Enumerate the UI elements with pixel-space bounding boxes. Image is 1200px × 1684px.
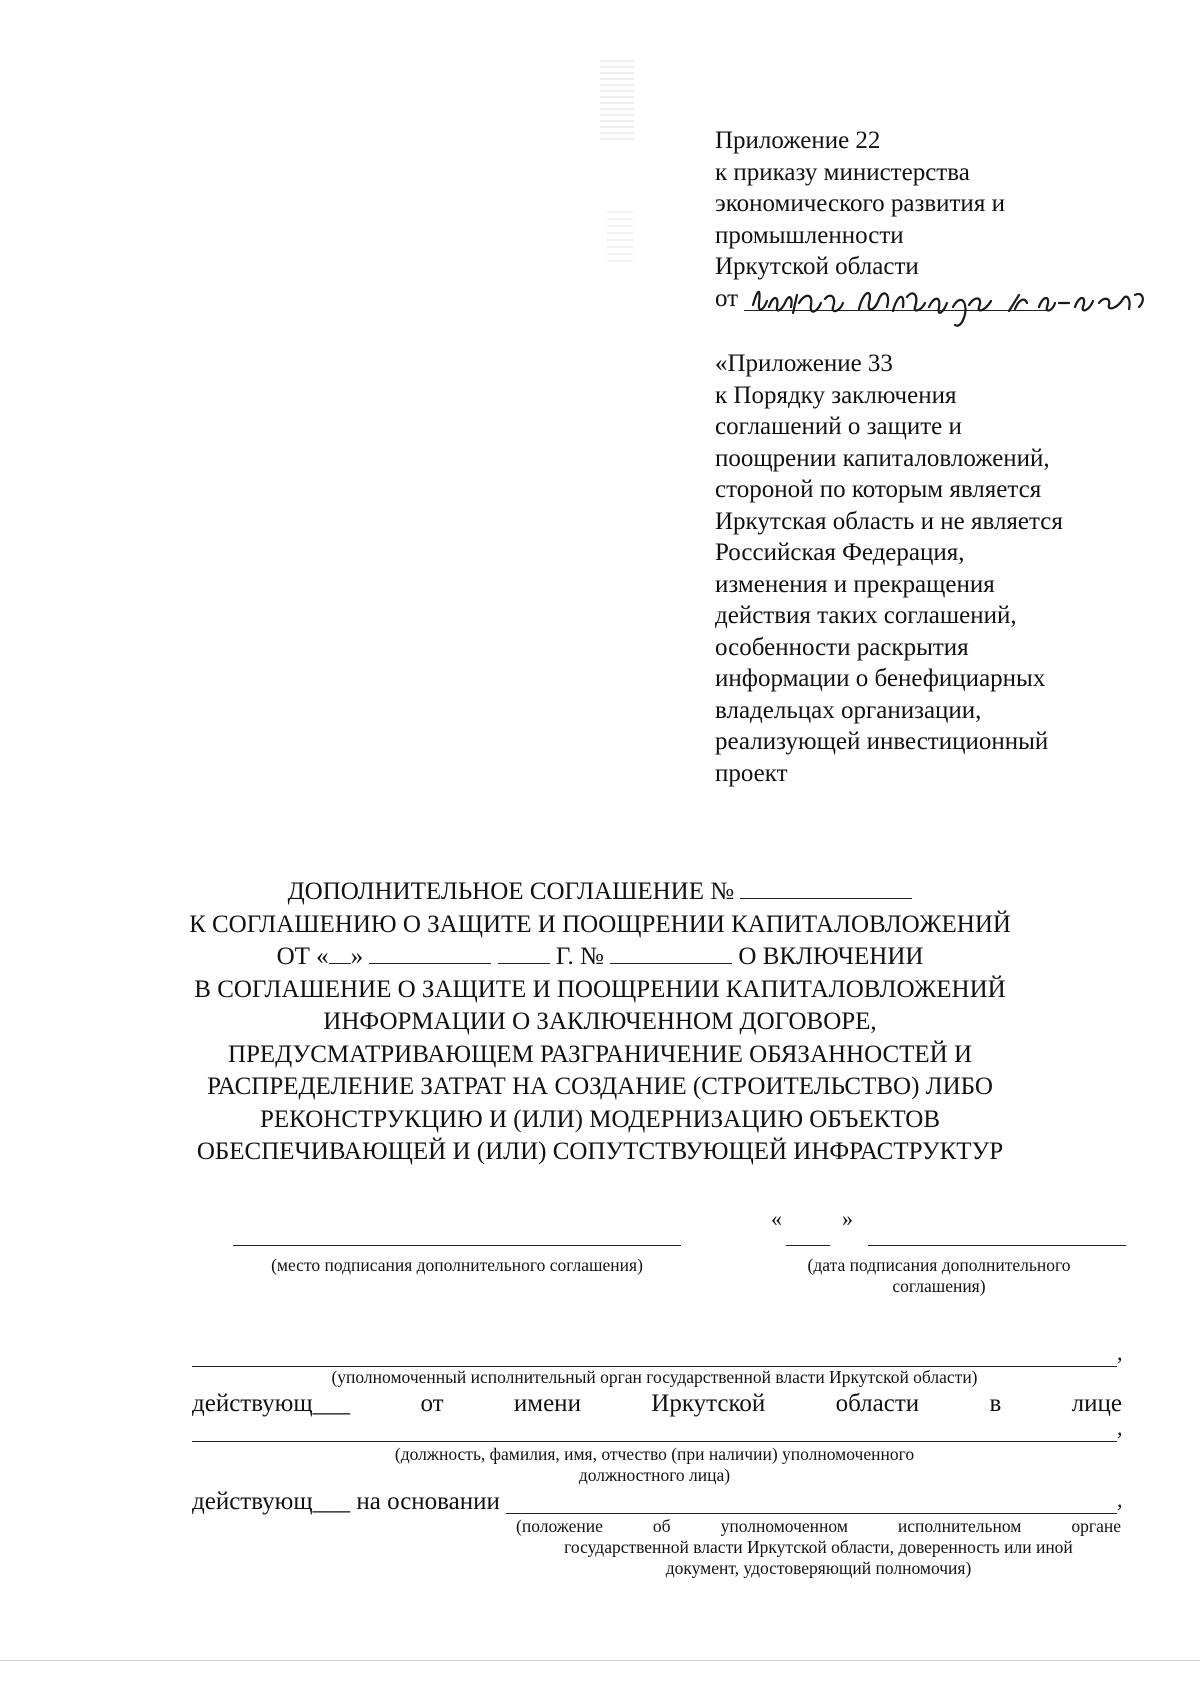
appendix-33-line: владельцах организации, <box>715 696 982 724</box>
appendix-33-line: действия таких соглашений, <box>715 602 1017 629</box>
comma: , <box>1117 1415 1123 1440</box>
appendix-22-header <box>715 125 1005 314</box>
acting-on-behalf-line <box>192 1390 1122 1418</box>
date-month-year-line <box>868 1245 1126 1246</box>
month-blank <box>369 943 491 964</box>
acting-word: в <box>989 1390 1002 1417</box>
basis-caption-word: об <box>652 1516 671 1536</box>
title-line-6: ПРЕДУСМАТРИВАЮЩЕМ РАЗГРАНИЧЕНИЕ ОБЯЗАННОСТЕЙ И <box>227 1040 973 1068</box>
acting-word: от <box>420 1390 444 1417</box>
acting-word: области <box>835 1390 920 1417</box>
acting-word: имени <box>513 1390 581 1417</box>
title-line-7: РАСПРЕДЕЛЕНИЕ ЗАТРАТ НА СОЗДАНИЕ (СТРОИТЕЛЬСТВО) ЛИБО <box>207 1073 993 1100</box>
title-text: ОТ « <box>276 943 329 970</box>
title-line-3 <box>150 941 1050 974</box>
official-caption <box>192 1444 1117 1486</box>
appendix-22-line: Иркутской области <box>715 253 919 280</box>
acting-word: лице <box>1071 1390 1122 1417</box>
appendix-33-line: к Порядку заключения <box>715 381 957 409</box>
basis-caption <box>516 1516 1121 1579</box>
basis-caption-word: органе <box>1071 1516 1121 1536</box>
basis-caption-word: (положение <box>516 1516 603 1536</box>
signing-date-caption: (дата подписания дополнительного соглашения) <box>807 1255 1071 1296</box>
appendix-22-line: промышленности <box>715 221 904 249</box>
appendix-33-line: соглашений о защите и <box>715 413 962 440</box>
title-text: » <box>350 943 364 970</box>
appendix-33-line: проект <box>715 759 788 787</box>
appendix-22-line: экономического развития и <box>715 190 1005 217</box>
appendix-33-line: информации о бенефициарных <box>715 665 1046 692</box>
date-quote-close: » <box>842 1206 853 1231</box>
official-caption-line: (должность, фамилия, имя, отчество (при наличии) уполномоченного <box>394 1444 915 1464</box>
appendix-33-line: «Приложение 33 <box>715 350 893 377</box>
appendix-33-line: реализующей инвестиционный <box>715 728 1049 755</box>
date-day-line <box>786 1245 830 1246</box>
official-line <box>192 1441 1117 1442</box>
comma: , <box>1117 1340 1123 1365</box>
appendix-33-line: поощрении капиталовложений, <box>715 444 1050 472</box>
document-title <box>150 876 1050 1169</box>
appendix-22-line: к приказу министерства <box>715 158 970 186</box>
date-prefix: от <box>715 284 739 312</box>
appendix-33-line: Иркутская область и не является <box>715 507 1063 535</box>
page-bottom-edge <box>0 1660 1200 1661</box>
number-blank <box>610 943 732 964</box>
appendix-33-line: особенности раскрытия <box>715 633 969 661</box>
title-text: ДОПОЛНИТЕЛЬНОЕ СОГЛАШЕНИЕ № <box>287 878 735 905</box>
handwritten-signature-date <box>747 273 1167 333</box>
appendix-33-header <box>715 348 1063 789</box>
scan-artifact <box>600 60 634 140</box>
appendix-33-line: стороной по которым является <box>715 476 1042 503</box>
title-line-4: В СОГЛАШЕНИЕ О ЗАЩИТЕ И ПООЩРЕНИИ КАПИТАЛОВЛОЖЕНИЙ <box>194 975 1006 1003</box>
title-text: О ВКЛЮЧЕНИИ <box>738 943 924 970</box>
signing-place-line <box>233 1245 681 1246</box>
title-text: Г. № <box>555 943 604 970</box>
agreement-number-blank <box>740 878 912 899</box>
appendix-33-line: Российская Федерация, <box>715 539 965 566</box>
appendix-33-line: изменения и прекращения <box>715 570 995 598</box>
title-line-5: ИНФОРМАЦИИ О ЗАКЛЮЧЕННОМ ДОГОВОРЕ, <box>323 1008 877 1035</box>
basis-caption-word: исполнительном <box>897 1516 1022 1536</box>
comma: , <box>1117 1487 1123 1512</box>
title-line-9: ОБЕСПЕЧИВАЮЩЕЙ И (ИЛИ) СОПУТСТВУЮЩЕЙ ИНФРАСТРУКТУР <box>196 1138 1004 1165</box>
acting-basis-label: действующ___ на основании <box>192 1488 500 1515</box>
title-line-1 <box>150 876 1050 909</box>
day-blank <box>329 943 351 964</box>
basis-caption-line: государственной власти Иркутской области, доверенность или иной <box>564 1537 1073 1557</box>
title-line-2: К СОГЛАШЕНИЮ О ЗАЩИТЕ И ПООЩРЕНИИ КАПИТАЛОВЛОЖЕНИЙ <box>189 910 1011 938</box>
year-blank <box>498 943 550 964</box>
basis-caption-line <box>516 1516 1121 1537</box>
official-caption-line: должностного лица) <box>578 1465 731 1485</box>
scan-artifact <box>607 208 633 262</box>
acting-word: Иркутской <box>651 1390 766 1417</box>
acting-word: действующ___ <box>192 1390 351 1417</box>
basis-caption-word: уполномоченном <box>720 1516 848 1536</box>
title-line-8: РЕКОНСТРУКЦИЮ И (ИЛИ) МОДЕРНИЗАЦИЮ ОБЪЕКТОВ <box>260 1105 940 1133</box>
basis-line <box>506 1513 1117 1514</box>
appendix-22-line: Приложение 22 <box>715 127 881 154</box>
organ-caption: (уполномоченный исполнительный орган государственной власти Иркутской области) <box>331 1367 978 1387</box>
signing-place-caption: (место подписания дополнительного соглашения) <box>271 1255 643 1275</box>
basis-caption-line: документ, удостоверяющий полномочия) <box>665 1558 972 1578</box>
order-date-line <box>715 283 1005 315</box>
date-quote-open: « <box>771 1206 782 1231</box>
